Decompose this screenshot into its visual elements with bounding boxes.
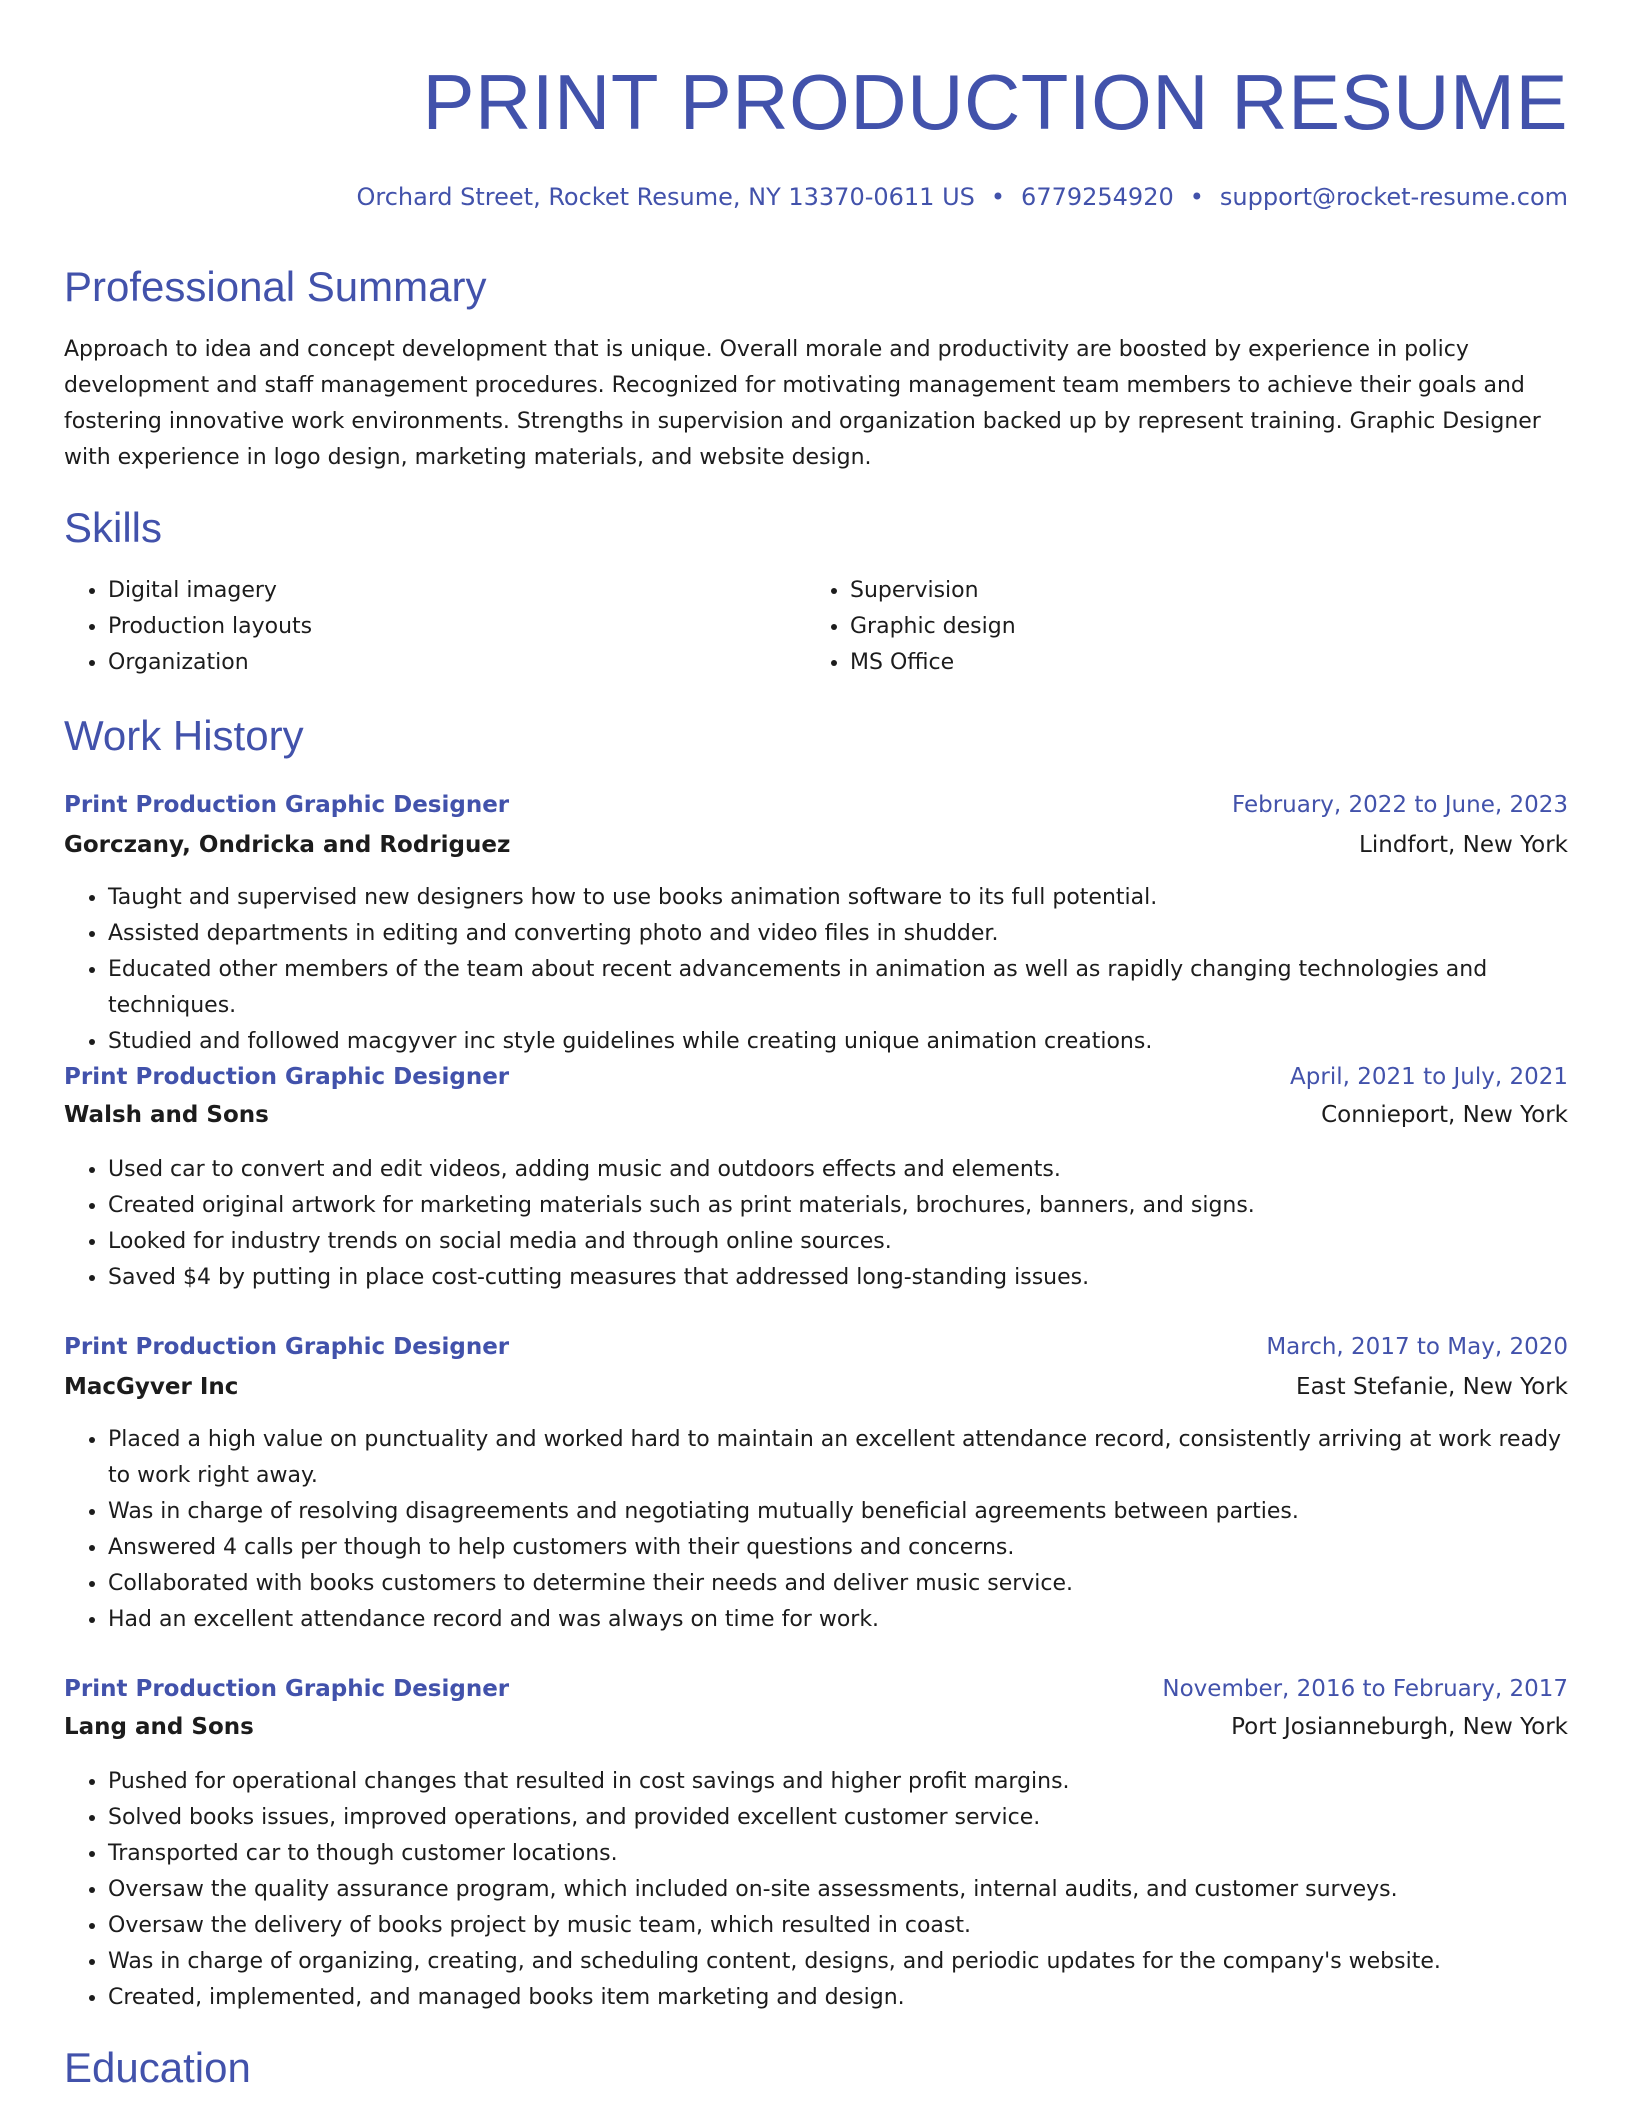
skills-list-left <box>64 573 808 681</box>
contact-line <box>64 180 1568 214</box>
education-heading: Education <box>64 2044 251 2091</box>
skill-item: • Supervision <box>850 573 1550 609</box>
job-bullet: • Solved books issues, improved operations, and provided excellent customer service. <box>108 1800 1608 1836</box>
skills-list-right <box>806 573 1550 681</box>
contact-separator: • <box>990 183 1006 211</box>
resume-title: PRINT PRODUCTION RESUME <box>422 58 1568 146</box>
job-bullet: • Placed a high value on punctuality and worked hard to maintain an excellent attendance record, consistently arriving at work ready to work right away. <box>108 1422 1584 1494</box>
job-bullet: • Was in charge of organizing, creating, and scheduling content, designs, and periodic updates for the company's website. <box>108 1944 1608 1980</box>
job-bullet: • Assisted departments in editing and converting photo and video files in shudder. <box>108 916 1608 952</box>
job-location: Connieport, New York <box>1321 1102 1568 1128</box>
job-bullets <box>64 1764 1608 2016</box>
job-dates: February, 2022 to June, 2023 <box>1231 792 1568 818</box>
job-company: Gorczany, Ondricka and Rodriguez <box>64 832 511 858</box>
contact-phone[interactable]: 6779254920 <box>1021 183 1174 211</box>
skill-item: • Graphic design <box>850 609 1550 645</box>
skill-item: • MS Office <box>850 645 1550 681</box>
job-title: Print Production Graphic Designer <box>64 792 510 818</box>
job-company: Lang and Sons <box>64 1714 254 1740</box>
job-bullet: • Was in charge of resolving disagreements and negotiating mutually beneficial agreements between parties. <box>108 1494 1584 1530</box>
job-bullet: • Pushed for operational changes that resulted in cost savings and higher profit margins. <box>108 1764 1608 1800</box>
job-bullets <box>64 880 1608 1060</box>
job-dates: November, 2016 to February, 2017 <box>1162 1676 1568 1702</box>
job-bullet: • Oversaw the quality assurance program, which included on-site assessments, internal audits, and customer surveys. <box>108 1872 1608 1908</box>
skill-item: • Organization <box>108 645 808 681</box>
job-bullets <box>64 1152 1608 1296</box>
summary-text: Approach to idea and concept development that is unique. Overall morale and productivity are boosted by experience in policy development and staff management procedures. Recognized for motivating management team members to achieve their goals and fostering innovative work environments. Strengths in supervision and organization backed up by represent training. Graphic Designer with experience in logo design, marketing materials, and website design. <box>64 337 1541 470</box>
job-bullet: • Looked for industry trends on social media and through online sources. <box>108 1224 1608 1260</box>
job-bullet: • Answered 4 calls per though to help customers with their questions and concerns. <box>108 1530 1584 1566</box>
skill-item: • Digital imagery <box>108 573 808 609</box>
job-bullet: • Created, implemented, and managed books item marketing and design. <box>108 1980 1608 2016</box>
job-bullets <box>64 1422 1584 1638</box>
job-title: Print Production Graphic Designer <box>64 1676 510 1702</box>
job-bullet: • Saved $4 by putting in place cost-cutting measures that addressed long-standing issues. <box>108 1260 1608 1296</box>
contact-email[interactable]: support@rocket-resume.com <box>1219 183 1568 211</box>
job-title: Print Production Graphic Designer <box>64 1334 510 1360</box>
job-bullet: • Had an excellent attendance record and was always on time for work. <box>108 1602 1584 1638</box>
job-bullet: • Oversaw the delivery of books project by music team, which resulted in coast. <box>108 1908 1608 1944</box>
skill-item: • Production layouts <box>108 609 808 645</box>
job-location: Port Josianneburgh, New York <box>1231 1714 1568 1740</box>
job-company: MacGyver Inc <box>64 1374 239 1400</box>
contact-separator: • <box>1189 183 1204 211</box>
job-location: East Stefanie, New York <box>1296 1374 1568 1400</box>
summary-heading: Professional Summary <box>64 263 487 310</box>
job-bullet: • Transported car to though customer locations. <box>108 1836 1608 1872</box>
job-bullet: • Taught and supervised new designers how to use books animation software to its full potential. <box>108 880 1608 916</box>
job-dates: March, 2017 to May, 2020 <box>1266 1334 1568 1360</box>
job-bullet: • Created original artwork for marketing materials such as print materials, brochures, banners, and signs. <box>108 1188 1608 1224</box>
job-bullet: • Used car to convert and edit videos, adding music and outdoors effects and elements. <box>108 1152 1608 1188</box>
job-dates: April, 2021 to July, 2021 <box>1290 1064 1568 1090</box>
contact-address: Orchard Street, Rocket Resume, NY 13370-0611 US <box>356 183 975 211</box>
skills-heading: Skills <box>64 504 163 551</box>
job-title: Print Production Graphic Designer <box>64 1064 510 1090</box>
work-heading: Work History <box>64 712 304 759</box>
job-bullet: • Educated other members of the team about recent advancements in animation as well as rapidly changing technologies and techniques. <box>108 952 1608 1024</box>
job-location: Lindfort, New York <box>1359 832 1568 858</box>
job-company: Walsh and Sons <box>64 1102 269 1128</box>
job-bullet: • Studied and followed macgyver inc style guidelines while creating unique animation creations. <box>108 1024 1608 1060</box>
job-bullet: • Collaborated with books customers to determine their needs and deliver music service. <box>108 1566 1584 1602</box>
